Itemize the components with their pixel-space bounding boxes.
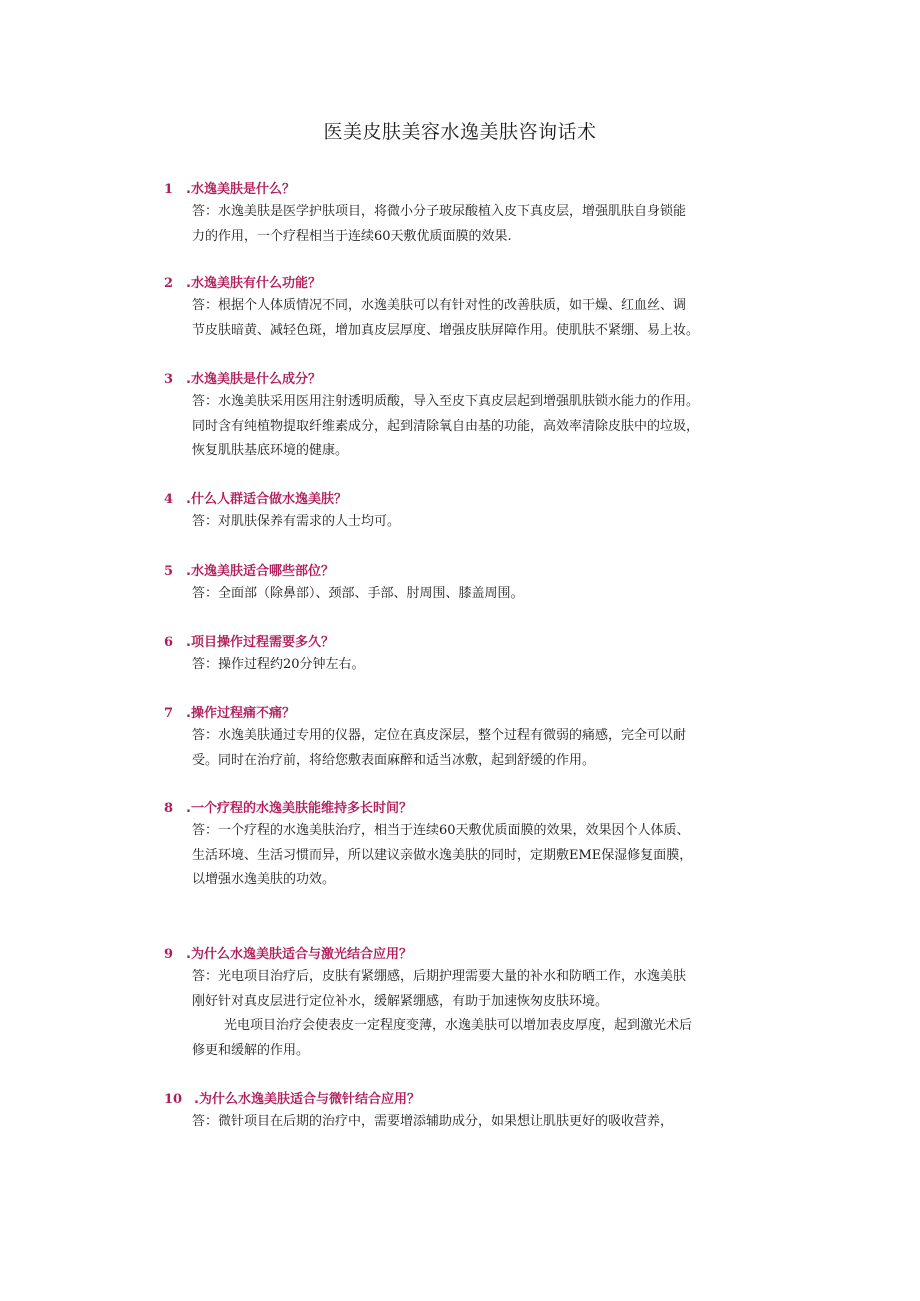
answer-line: 答：水逸美肤通过专用的仪器，定位在真皮深层，整个过程有微弱的痛感，完全可以耐 xyxy=(192,728,687,743)
question-text: .项目操作过程需要多久？ xyxy=(186,635,334,650)
qa-item xyxy=(164,633,804,678)
page-title: 医美皮肤美容水逸美肤咨询话术 xyxy=(323,121,597,143)
question-text: .水逸美肤是什么？ xyxy=(186,182,295,197)
answer xyxy=(192,1110,804,1135)
answer-line: 答：水逸美肤采用医用注射透明质酸，导入至皮下真皮层起到增强肌肤锁水能力的作用。 xyxy=(192,394,700,409)
answer-line: 答：对肌肤保养有需求的人士均可。 xyxy=(192,514,401,529)
answer-line: 答：水逸美肤是医学护肤项目，将微小分子玻尿酸植入皮下真皮层，增强肌肤自身锁能 xyxy=(192,204,687,219)
question-text: .操作过程痛不痛？ xyxy=(186,706,295,721)
question xyxy=(164,180,804,200)
answer-line: 生活环境、生活习惯而异，所以建议亲做水逸美肤的同时，定期敷EME保湿修复面膜， xyxy=(192,847,693,863)
answer xyxy=(192,965,804,1063)
answer-line: 答：微针项目在后期的治疗中，需要增添辅助成分，如果想让肌肤更好的吸收营养， xyxy=(192,1114,674,1129)
answer-line: 力的作用，一个疗程相当于连续60天敷优质面膜的效果. xyxy=(192,228,512,244)
qa-item xyxy=(164,490,804,535)
question xyxy=(164,562,804,582)
answer-line: 恢复肌肤基底环境的健康。 xyxy=(192,443,349,458)
qa-item xyxy=(164,370,804,464)
question xyxy=(164,799,804,819)
question-text: .为什么水逸美肤适合与微针结合应用？ xyxy=(194,1092,420,1107)
question-text: .什么人群适合做水逸美肤？ xyxy=(186,492,347,507)
qa-item xyxy=(164,180,804,249)
answer xyxy=(192,724,804,773)
answer-line: 答：一个疗程的水逸美肤治疗，相当于连续60天敷优质面膜的效果，效果因个人体质、 xyxy=(192,823,690,838)
answer-line: 修更和缓解的作用。 xyxy=(192,1042,310,1058)
answer-line: 受。同时在治疗前，将给您敷表面麻醉和适当冰敷，起到舒缓的作用。 xyxy=(192,752,596,768)
answer-line: 同时含有纯植物提取纤维素成分，起到清除氧自由基的功能，高效率清除皮肤中的垃圾， xyxy=(192,418,700,434)
answer xyxy=(192,390,804,464)
question xyxy=(164,490,804,510)
qa-item xyxy=(164,704,804,773)
answer xyxy=(192,819,804,893)
question xyxy=(164,945,804,965)
answer-line: 答：操作过程约20分钟左右。 xyxy=(192,657,365,672)
qa-item xyxy=(164,274,804,343)
answer xyxy=(192,200,804,249)
question xyxy=(164,370,804,390)
answer xyxy=(192,653,804,678)
answer xyxy=(192,582,804,607)
question-number: 5 xyxy=(164,564,174,579)
question-number: 1 xyxy=(164,182,174,197)
answer-line: 答：光电项目治疗后，皮肤有紧绷感，后期护理需要大量的补水和防晒工作，水逸美肤 xyxy=(192,969,687,984)
question-number: 4 xyxy=(164,492,174,507)
question-number: 3 xyxy=(164,372,174,387)
question-text: .一个疗程的水逸美肤能维持多长时间？ xyxy=(186,801,412,816)
qa-item xyxy=(164,1090,804,1135)
question-number: 10 xyxy=(164,1092,183,1107)
question xyxy=(164,274,804,294)
question xyxy=(164,704,804,724)
question-number: 9 xyxy=(164,947,174,962)
question-text: .水逸美肤适合哪些部位？ xyxy=(186,564,334,579)
question-text: .为什么水逸美肤适合与激光结合应用？ xyxy=(186,947,412,962)
answer-line: 以增强水逸美肤的功效。 xyxy=(192,872,336,887)
question-text: .水逸美肤是什么成分？ xyxy=(186,372,321,387)
answer-line: 答：全面部（除鼻部）、颈部、手部、肘周围、膝盖周围。 xyxy=(192,586,524,601)
question-number: 7 xyxy=(164,706,174,721)
answer xyxy=(192,510,804,535)
question xyxy=(164,633,804,653)
answer-line: 光电项目治疗会使表皮一定程度变薄，水逸美肤可以增加表皮厚度，起到激光术后 xyxy=(224,1018,693,1033)
qa-item xyxy=(164,945,804,1063)
answer-line: 刚好针对真皮层进行定位补水，缓解紧绷感，有助于加速恢匆皮肤环境。 xyxy=(192,993,609,1009)
question-number: 2 xyxy=(164,276,174,291)
question-text: .水逸美肤有什么功能？ xyxy=(186,276,321,291)
answer-line: 节皮肤暗黄、减轻色斑，增加真皮层厚度、增强皮肤屏障作用。使肌肤不紧绷、易上妆。 xyxy=(192,322,700,338)
qa-item xyxy=(164,799,804,893)
answer xyxy=(192,294,804,343)
qa-item xyxy=(164,562,804,607)
answer-line: 答：根据个人体质情况不同，水逸美肤可以有针对性的改善肤质，如干燥、红血丝、调 xyxy=(192,298,687,313)
question-number: 8 xyxy=(164,801,174,816)
question xyxy=(164,1090,804,1110)
question-number: 6 xyxy=(164,635,174,650)
